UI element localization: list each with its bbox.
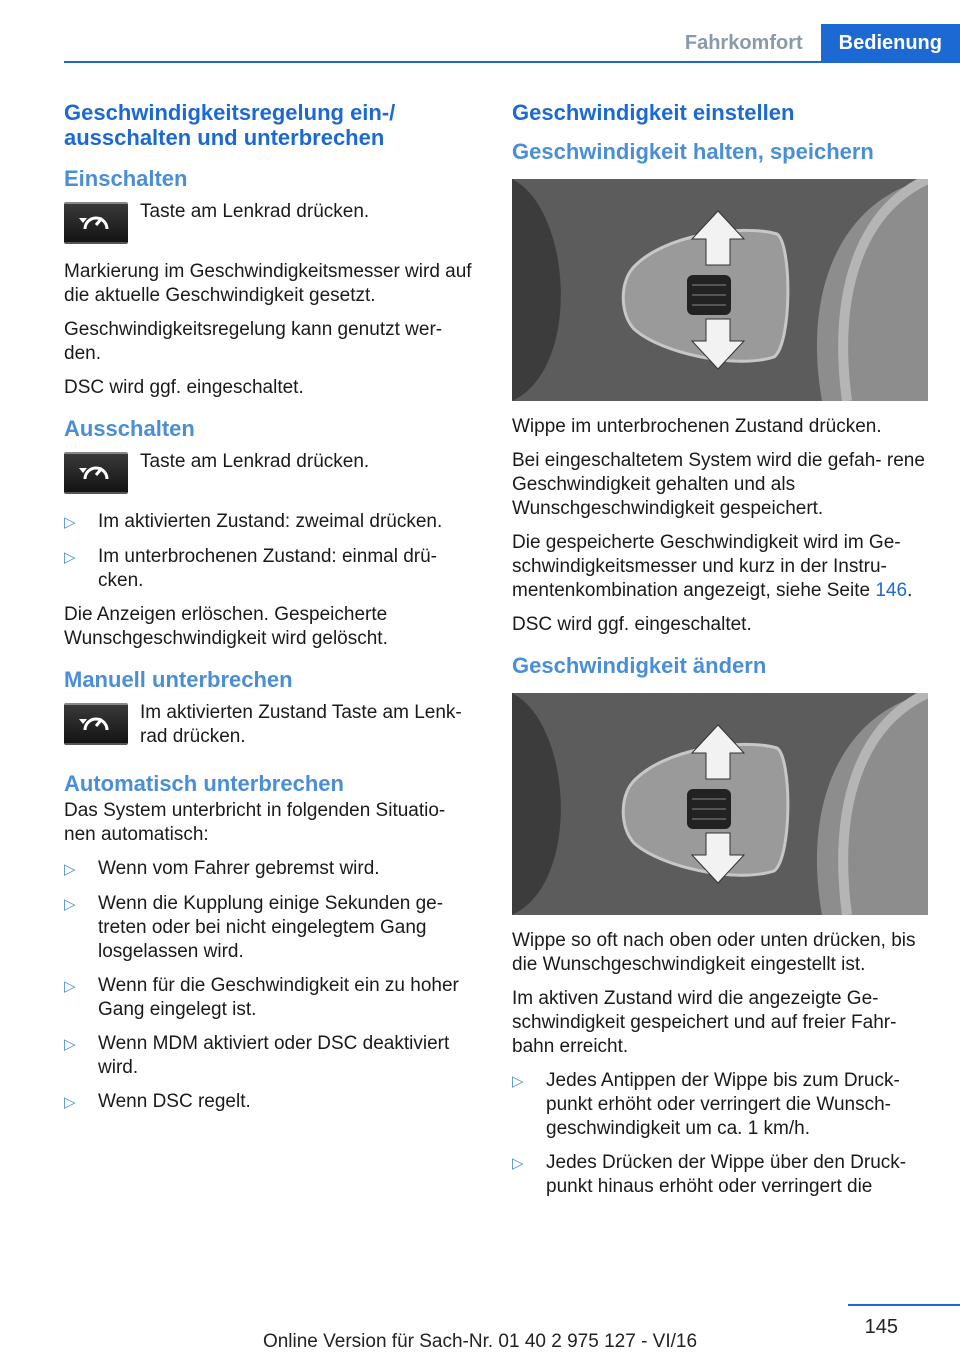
list-item: ▷ Wenn vom Fahrer gebremst wird. — [64, 857, 478, 882]
halten-p2: Bei eingeschaltetem System wird die gefah‐ rene Geschwindigkeit gehalten und als Wunschgeschwindigkeit gespeichert. — [512, 450, 925, 519]
list-item: ▷ Wenn MDM aktiviert oder DSC deaktiviert wird. — [64, 1033, 450, 1078]
header-tabs — [667, 24, 960, 62]
tab-fahrkomfort[interactable]: Fahrkomfort — [684, 31, 803, 54]
triangle-bullet-icon: ▷ — [64, 896, 76, 913]
steering-wheel-rocker-image — [512, 179, 928, 401]
triangle-bullet-icon: ▷ — [64, 514, 76, 531]
heading-einschalten: Einschalten — [64, 166, 188, 191]
heading-ausschalten: Ausschalten — [64, 416, 195, 441]
triangle-bullet-icon: ▷ — [64, 861, 76, 878]
triangle-bullet-icon: ▷ — [64, 1094, 76, 1111]
einschalten-icon-text: Taste am Lenkrad drücken. — [140, 201, 370, 222]
halten-p3: Die gespeicherte Geschwindigkeit wird im Ge‐ schwindigkeitsmesser und kurz in der Instru‐ mentenkombination angezeigt, siehe Seite 146. — [512, 532, 913, 601]
aendern-list — [512, 1069, 928, 1199]
page-number: 145 — [864, 1316, 898, 1338]
list-item: ▷ Jedes Drücken der Wippe über den Druck‐ punkt hinaus erhöht oder verringert die — [512, 1152, 907, 1197]
triangle-bullet-icon: ▷ — [64, 549, 76, 566]
tab-bedienung[interactable]: Bedienung — [821, 24, 960, 62]
triangle-bullet-icon: ▷ — [512, 1155, 524, 1172]
list-item: ▷ Wenn die Kupplung einige Sekunden ge‐ treten oder bei nicht eingelegtem Gang losgelassen wird. — [64, 893, 444, 962]
manuell-icon-text: Im aktivierten Zustand Taste am Lenk‐ rad drücken. — [140, 702, 462, 747]
manuell-key-row — [64, 701, 478, 749]
triangle-bullet-icon: ▷ — [512, 1073, 524, 1090]
heading-manuell: Manuell unterbrechen — [64, 667, 293, 692]
automatisch-intro: Das System unterbricht in folgenden Situatio‐ nen automatisch: — [64, 800, 446, 845]
ausschalten-p1: Die Anzeigen erlöschen. Gespeicherte Wunschgeschwindigkeit wird gelöscht. — [64, 604, 388, 649]
page-number-rule — [848, 1304, 960, 1306]
right-column — [512, 100, 928, 1209]
einschalten-key-row — [64, 200, 478, 244]
triangle-bullet-icon: ▷ — [64, 1036, 76, 1053]
einschalten-p2: Geschwindigkeitsregelung kann genutzt wer‐ den. — [64, 319, 443, 364]
list-item: ▷ Wenn DSC regelt. — [64, 1090, 478, 1115]
einschalten-p3: DSC wird ggf. eingeschaltet. — [64, 377, 304, 398]
einschalten-p1: Markierung im Geschwindigkeitsmesser wird auf die aktuelle Geschwindigkeit gesetzt. — [64, 261, 472, 306]
triangle-bullet-icon: ▷ — [64, 978, 76, 995]
halten-p1: Wippe im unterbrochenen Zustand drücken. — [512, 416, 882, 437]
list-item: ▷ Wenn für die Geschwindigkeit ein zu hoher Gang eingelegt ist. — [64, 975, 459, 1020]
section-title-left: Geschwindigkeitsregelung ein-/ ausschalten und unterbrechen — [64, 100, 396, 150]
footer-version: Online Version für Sach-Nr. 01 40 2 975 127 - VI/16 — [262, 1331, 698, 1352]
cruise-control-button-icon — [64, 202, 128, 244]
cruise-control-button-icon — [64, 703, 128, 745]
list-item: ▷ Im aktivierten Zustand: zweimal drücken. — [64, 510, 478, 535]
heading-aendern: Geschwindigkeit ändern — [512, 653, 767, 678]
cruise-control-button-icon — [64, 452, 128, 494]
left-column — [64, 100, 478, 1125]
aendern-p2: Im aktiven Zustand wird die angezeigte Ge‐ schwindigkeit gespeichert und auf freier Fahr‐ bahn erreicht. — [512, 988, 897, 1057]
automatisch-list — [64, 857, 478, 1115]
page-link-146[interactable]: 146 — [875, 580, 908, 601]
ausschalten-list — [64, 510, 478, 593]
halten-p4: DSC wird ggf. eingeschaltet. — [512, 614, 752, 635]
steering-wheel-rocker-image — [512, 693, 928, 915]
header-rule — [64, 61, 960, 63]
heading-halten: Geschwindigkeit halten, speichern — [512, 139, 874, 164]
list-item: ▷ Im unterbrochenen Zustand: einmal drü‐ cken. — [64, 546, 438, 591]
ausschalten-icon-text: Taste am Lenkrad drücken. — [140, 451, 370, 472]
section-title-right: Geschwindigkeit einstellen — [512, 100, 795, 125]
aendern-p1: Wippe so oft nach oben oder unten drücken, bis die Wunschgeschwindigkeit eingestellt ist. — [512, 930, 916, 975]
ausschalten-key-row — [64, 450, 478, 494]
heading-automatisch: Automatisch unterbrechen — [64, 771, 344, 796]
list-item: ▷ Jedes Antippen der Wippe bis zum Druck‐ punkt erhöht oder verringert die Wunsch‐ geschwindigkeit um ca. 1 km/h. — [512, 1070, 900, 1139]
